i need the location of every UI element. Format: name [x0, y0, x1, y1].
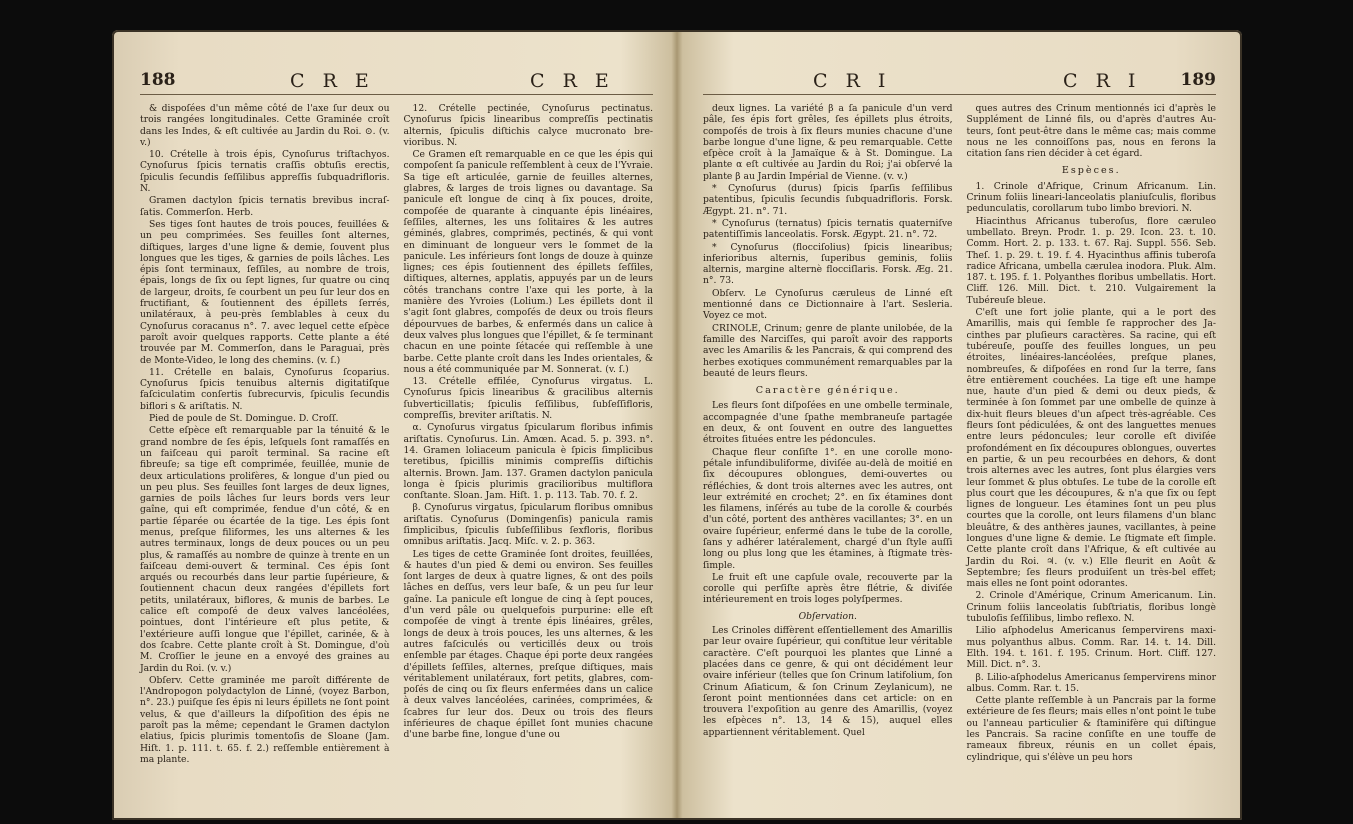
- paragraph: ques autres des Crinum mentionnés ici d'après le Supplément de Linné fils, ou d'après d'autres Auteurs, ſont peut-être dans le même cas; mais comme nous ne les connoiſſons pas, nous en ferons la citation ſans rien décider à cet égard.: [966, 103, 1216, 160]
- paragraph: 12. Crételle pectinée, Cynoſurus pectinatus. Cynoſurus ſpicis linearibus compreſſis pectinatis alternis, ſpiculis diſtichis calyce mucronato brevioribus. N.: [403, 103, 653, 148]
- paragraph: Cette eſpèce eſt remarquable par la ténuité & le grand nombre de ſes épis, leſquels ſont ramaſſés en un faiſceau qui paroît terminal. Sa racine eſt fibreuſe; sa tige eſt comprimée, feuillée, munie de deux articulations prolifères, & longue d'un pied ou un peu plus. Ses feuilles ſont larges de deux lignes, garnies de poils lâches ſur leurs bords vers leur gaîne, qui eſt comprimée, fendue d'un côté, & en partie ſéparée ou écartée de la tige. Les épis ſont menus, preſque filiformes, les uns alternes & les autres terminaux, longs de deux pouces ou un peu plus, & ramaſſés au nombre de quinze à trente en un faiſceau demi-ouvert & terminal. Ces épis ſont arqués ou recourbés dans leur partie ſupérieure, & ſoutiennent chacun deux rangées d'épillets fort petits, unilatéraux, biflores, & munis de barbes. Le calice eſt compoſé de deux valves lancéolées, pointues, dont l'intérieure eſt plus petite, & l'extérieure auſſi longue que l'épillet, carinée, & à dos ſcabre. Cette plante croît à St. Domingue, d'où M. Croſſier le jeune en a envoyé des graines au Jardin du Roi. (v. v.): [140, 425, 390, 674]
- paragraph: Les Crinoles diffèrent eſſentiellement des Amarillis par leur ovaire ſupérieur, qui conſtitue leur véritable caractère. C'eſt pourquoi les plantes que Linné a placées dans ce genre, & qui ont décidément leur ovaire inférieur (telles que ſon Crinum latifolium, ſon Crinum Aſiaticum, & ſon Crinum Zeylanicum), ne ſeront point mentionnées dans cet article: on en trouvera l'expoſition au genre des Amarillis, (voyez les eſpèces n°. 13, 14 & 15), auquel elles appartiennent véritablement. Quel: [703, 625, 953, 738]
- right-page-header: [703, 70, 1216, 94]
- paragraph: Chaque fleur conſiſte 1°. en une corolle monopétale infundibuliforme, diviſée au-delà de moitié en ſix découpures oblongues, demi-ouvertes ou réfléchies, & dont trois alternes avec les autres, ont leur extrémité en crochet; 2°. en ſix étamines dont les filamens, inſérés au tube de la corolle & courbés d'un côté, portent des anthères vacillantes; 3°. en un ovaire ſupérieur, enfermé dans le tube de la corolle, ſans y adhérer latéralement, chargé d'un ſtyle auſſi long ou plus long que les étamines, à ſtigmate très-ſimple.: [703, 446, 953, 571]
- paragraph: Hiacinthus Africanus tuberoſus, flore cæruleo umbellato. Breyn. Prodr. 1. p. 29. Icon. 23. t. 10. Comm. Hort. 2. p. 133. t. 67. Raj. Suppl. 556. Seb. Theſ. 1. p. 29. t. 19. f. 4. Hyacinthus affinis tuberoſa radice Africana, umbella cærulea inodora. Pluk. Alm. 187. t. 195. f. 1. Polyanthes floribus umbellatis. Hort. Cliff. 126. Mill. Dict. t. 210. Vulgairement la Tubéreuſe bleue.: [966, 215, 1216, 306]
- paragraph: Obſerv. Le Cynoſurus cæruleus de Linné eſt mentionné dans ce Dictionnaire à l'art. Sesleria. Voyez ce mot.: [703, 287, 953, 322]
- paragraph: CRINOLE, Crinum; genre de plante unilobée, de la famille des Narciſſes, qui paroît avoir des rapports avec les Amarilis & les Pancrais, & qui comprend des herbes exotiques communément remarquables par la beauté de leurs fleurs.: [703, 322, 953, 379]
- left-page: [112, 30, 677, 820]
- paragraph: Obſerv. Cette graminée me paroît différente de l'Andropogon polydactylon de Linné, (voyez Barbon, n°. 23.) puiſque ſes épis ni leurs épillets ne ſont point velus, & que d'ailleurs la diſpoſition des épis ne paroît pas la même; cependant le Gramen dactylon elatius, ſpicis plurimis tomentoſis de Sloane (Jam. Hiſt. 1. p. 111. t. 65. f. 2.) reſſemble entièrement à ma plante.: [140, 674, 390, 765]
- page-number-left: 188: [140, 70, 176, 90]
- subsection-heading: Obſervation.: [798, 610, 857, 622]
- paragraph: Pied de poule de St. Domingue. D. Croſſ.: [149, 413, 339, 425]
- paragraph: Cette plante reſſemble à un Pancrais par la forme extérieure de ſes fleurs; mais elles n'ont point le tube ou l'anneau particulier & ſtaminifère qui diſtingue les Pancrais. Sa racine conſiſte en une touffe de rameaux fibreux, réunis en un collet épais, cylindrique, qui s'élève un peu hors: [966, 695, 1216, 763]
- running-head-right-1: C R I: [813, 70, 892, 92]
- right-column-1: [703, 103, 953, 764]
- paragraph: 2. Crinole d'Amérique, Crinum Americanum. Lin. Crinum foliis lanceolatis ſubſtriatis, floribus longè tubuloſis ſeſſilibus, limbo reflexo. N.: [966, 590, 1216, 625]
- running-head-right-2: C R I: [1063, 70, 1142, 92]
- paragraph: α. Cynoſurus virgatus ſpicularum floribus infimis ariſtatis. Cynoſurus. Lin. Amœn. Acad. 5. p. 393. n°. 14. Gramen loliaceum panicula è ſpicis ſimplicibus teretibus, ſpicillis minimis compreſſis diſtichis alternis. Brown. Jam. 137. Gramen dactylon panicula longa è ſpicis plurimis gracilioribus multiflora conſtante. Sloan. Jam. Hiſt. 1. p. 113. Tab. 70. f. 2.: [403, 422, 653, 502]
- left-page-header: [140, 70, 653, 94]
- paragraph: Lilio aſphodelus Americanus ſempervirens maximus polyanthus albus. Comm. Rar. 14. t. 14. Dill. Elth. 194. t. 161. f. 195. Crinum. Hort. Cliff. 127. Mill. Dict. n°. 3.: [966, 625, 1216, 671]
- paragraph: Ce Gramen eſt remarquable en ce que les épis qui compoſent ſa panicule reſſemblent à ceux de l'Yvraie. Sa tige eſt articulée, garnie de feuilles alternes, glabres, & larges de trois lignes ou davantage. Sa panicule eſt longue de cinq à ſix pouces, droite, compoſée de quarante à cinquante épis linéaires, ſeſſiles, alternes, les uns ſolitaires & les autres géminés, glabres, comprimés, pectinés, & qui vont en diminuant de longueur vers le ſommet de la panicule. Les inférieurs ſont longs de douze à quinze lignes; ces épis ſoutiennent des épillets ſeſſiles, diſtiques, alternes, applatis, appuyés par un de leurs côtés tranchans contre l'axe qui les porte, à la manière des Yvroies (Lolium.) Les épillets dont il s'agit ſont glabres, compoſés de deux ou trois fleurs dépourvues de barbes, & enfermés dans un calice à deux valves plus longues que l'épillet, & ſe terminant chacun en une pointe ſétacée qui reſſemble à une barbe. Cette plante croît dans les Indes orientales, & nous a été communiquée par M. Sonnerat. (v. ſ.): [403, 149, 653, 375]
- paragraph: C'eſt une fort jolie plante, qui a le port des Amarillis, mais qui ſemble ſe rapprocher des Jacinthes par pluſieurs caractères. Sa racine, qui eſt tubéreuſe, pouſſe des feuilles longues, un peu étroites, linéaires-lancéolées, preſque planes, nombreuſes, & diſpoſées en rond ſur la terre, ſans être entièrement couchées. La tige eſt une hampe nue, haute d'un pied & demi ou deux pieds, & terminée à ſon ſommet par une ombelle de quinze à dix-huit fleurs bleues d'un aſpect très-agréable. Ces fleurs ſont pédiculées, & ont des languettes menues entre leurs pédoncules; leur corolle eſt diviſée profondément en ſix découpures oblongues, ouvertes en partie, & un peu recourbées en dehors, & dont trois alternes avec les autres, ſont plus élargies vers leur ſommet & plus obtuſes. Le tube de la corolle eſt plus court que les découpures, & n'a que ſix ou ſept lignes de longueur. Les étamines ſont un peu plus courtes que la corolle, ont leurs filamens d'un blanc bleuâtre, & des anthères jaunes, vacillantes, à peine longues d'une ligne & demie. Le ſtigmate eſt ſimple. Cette plante croît dans l'Afrique, & eſt cultivée au Jardin du Roi. ♃. (v. v.) Elle fleurit en Août & Septembre; ſes fleurs produiſent un très-bel effet; mais elles ne ſont point odorantes.: [966, 307, 1216, 590]
- paragraph: * Cynoſurus (flocciſolius) ſpicis linearibus; inferioribus alternis, ſuperibus geminis, foliis alternis, margine alternè flocciſlaris. Forsk. Æg. 21. n°. 73.: [703, 241, 953, 287]
- paragraph: * Cynoſurus (durus) ſpicis ſparſis ſeſſilibus patentibus, ſpiculis ſecundis ſubquadrifloris. Forsk. Ægypt. 21. n°. 71.: [703, 183, 953, 217]
- open-book: [112, 30, 1242, 820]
- paragraph: β. Lilio-aſphodelus Americanus ſempervirens minor albus. Comm. Rar. t. 15.: [966, 671, 1216, 694]
- paragraph: Ses tiges ſont hautes de trois pouces, feuillées & un peu comprimées. Ses feuilles ſont alternes, diſtiques, larges d'une ligne & demie, ſouvent plus longues que les tiges, & garnies de poils lâches. Les épis ſont terminaux, ſeſſiles, au nombre de trois, épais, longs de ſix ou ſept lignes, ſur quatre ou cinq de largeur, droits, ſe courbent un peu ſur leur dos en fructifiant, & ſoutiennent des épillets ſerrés, unilatéraux, à peu-près ſemblables à ceux du Cynoſurus coracanus n°. 7. avec lequel cette eſpèce paroît avoir quelques rapports. Cette plante a été trouvée par M. Commerſon, dans le Paraguai, près de Monte-Video, le long des chemins. (v. ſ.): [140, 218, 390, 366]
- paragraph: 13. Crételle effilée, Cynoſurus virgatus. L. Cynoſurus ſpicis linearibus & gracilibus alternis ſubverticillatis; ſpiculis ſeſſilibus, ſubſeſſifloris, compreſſis, breviter ariſtatis. N.: [403, 376, 653, 422]
- paragraph: * Cynoſurus (ternatus) ſpicis ternatis quaterniſve patentiſſimis lanceolatis. Forsk. Ægypt. 21. n°. 72.: [703, 217, 953, 241]
- page-number-right: 189: [1180, 70, 1216, 90]
- paragraph: & dispoſées d'un même côté de l'axe ſur deux ou trois rangées longitudinales. Cette Graminée croît dans les Indes, & eſt cultivée au Jardin du Roi. ⊙. (v. v.): [140, 103, 390, 148]
- left-column-2: [404, 103, 654, 766]
- left-column-1: [140, 103, 390, 766]
- paragraph: deux lignes. La variété β a ſa panicule d'un verd pâle, ſes épis fort grêles, ſes épillets plus étroits, compoſés de trois à ſix fleurs munies chacune d'une barbe longue d'une ligne, & peu remarquable. Cette eſpèce croît à la Jamaïque & à St. Domingue. La plante α eſt cultivée au Jardin du Roi; j'ai obſervé la plante β au Jardin Impérial de Vienne. (v. v.): [703, 103, 953, 182]
- right-column-2: [967, 103, 1217, 764]
- left-page-columns: [140, 103, 653, 766]
- paragraph: 1. Crinole d'Afrique, Crinum Africanum. Lin. Crinum foliis lineari-lanceolatis planiuſculis, floribus pedunculatis, corollarum tubo limbo breviori. N.: [966, 180, 1216, 215]
- right-page: [677, 30, 1242, 820]
- paragraph: Gramen dactylon ſpicis ternatis brevibus incraſſatis. Commerſon. Herb.: [140, 195, 390, 218]
- header-rule-right: [703, 94, 1216, 95]
- paragraph: 10. Crételle à trois épis, Cynoſurus triſtachyos. Cynoſurus ſpicis ternatis craſſis obtuſis erectis, ſpiculis ſecundis ſeſſilibus appreſſis ſubquadrifloris. N.: [140, 149, 390, 195]
- paragraph: 11. Crételle en balais, Cynoſurus ſcoparius. Cynoſurus ſpicis tenuibus alternis digitatiſque faſciculatim conſertis ſubrecurvis, ſpiculis ſecundis biflori s & ariſtatis. N.: [140, 366, 390, 412]
- running-head-left-1: C R E: [290, 70, 375, 92]
- paragraph: Le fruit eſt une capſule ovale, recouverte par la corolle qui perſiſte après être flétrie, & diviſée intérieurement en trois loges polyſpermes.: [703, 571, 953, 606]
- right-page-columns: [703, 103, 1216, 764]
- section-heading: Caractère générique.: [755, 385, 900, 397]
- paragraph: Les tiges de cette Graminée ſont droites, feuillées, & hautes d'un pied & demi ou environ. Ses feuilles ſont larges de deux à quatre lignes, & ont des poils lâches en deſſus, vers leur baſe, & un peu ſur leur gaîne. La panicule eſt longue de cinq à ſept pouces, d'un verd pâle ou quelquefois purpurine: elle eſt compoſée de vingt à trente épis linéaires, grêles, longs de deux à trois pouces, les uns alternes, & les autres faſciculés ou verticillés deux ou trois enſemble par étages. Chaque épi porte deux rangées d'épillets ſeſſiles, alternes, preſque diſtiques, mais véritablement unilatéraux, fort petits, glabres, compoſés de cinq ou ſix fleurs enfermées dans un calice à deux valves lancéolées, carinées, comprimées, & ſcabres ſur leur dos. Deux ou trois des fleurs inférieures de chaque épillet ſont munies chacune d'une barbe fine, longue d'une ou: [403, 548, 653, 741]
- section-heading: Espèces.: [1061, 165, 1121, 177]
- header-rule-left: [140, 94, 653, 95]
- paragraph: Les fleurs ſont diſpoſées en une ombelle terminale, accompagnée d'une ſpathe membraneuſe partagée en deux, & ont ſouvent en outre des languettes étroites ſituées entre les pédoncules.: [703, 400, 953, 446]
- paragraph: β. Cynoſurus virgatus, ſpicularum floribus omnibus ariſtatis. Cynoſurus (Domingenſis) panicula ramis ſimplicibus, ſpiculis ſubſeſſilibus ſexfloris, floribus omnibus ariſtatis. Jacq. Miſc. v. 2. p. 363.: [403, 502, 653, 548]
- running-head-left-2: C R E: [530, 70, 615, 92]
